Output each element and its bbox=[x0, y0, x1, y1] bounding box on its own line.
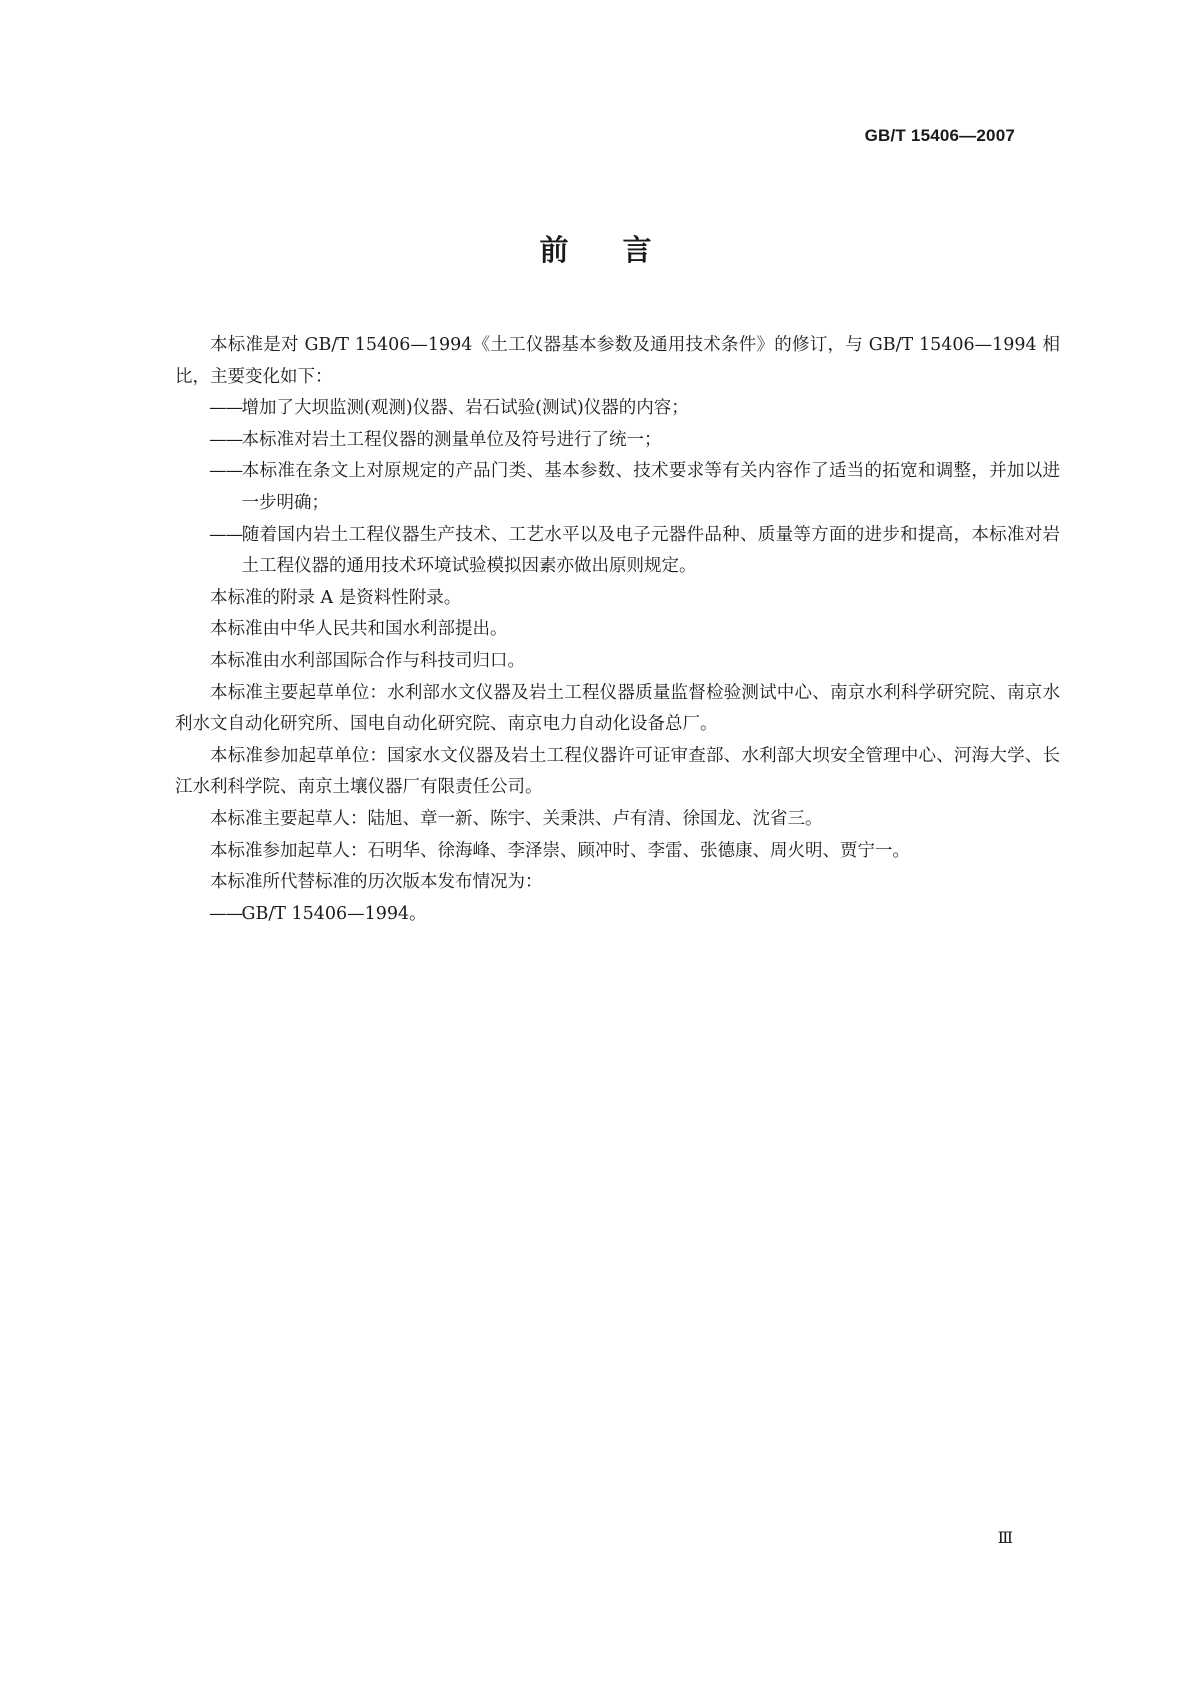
intro-paragraph: 本标准是对 GB/T 15406—1994《土工仪器基本参数及通用技术条件》的修订，与 GB/T 15406—1994 相比，主要变化如下： bbox=[175, 335, 1060, 387]
proposed-by: 本标准由中华人民共和国水利部提出。 bbox=[210, 619, 508, 640]
main-drafting-units: 本标准主要起草单位：水利部水文仪器及岩土工程仪器质量监督检验测试中心、南京水利科学研究院、南京水利水文自动化研究所、国电自动化研究院、南京电力自动化设备总厂。 bbox=[175, 682, 1060, 735]
main-drafters: 本标准主要起草人：陆旭、章一新、陈宇、关秉洪、卢有清、徐国龙、沈省三。 bbox=[210, 808, 823, 829]
change-text: 本标准在条文上对原规定的产品门类、基本参数、技术要求等有关内容作了适当的拓宽和调整，并加以进一步明确； bbox=[241, 461, 1060, 513]
standard-number: GB/T 15406—2007 bbox=[864, 126, 1015, 145]
history-intro: 本标准所代替标准的历次版本发布情况为： bbox=[210, 872, 543, 893]
history-item bbox=[175, 899, 1060, 931]
change-text: 随着国内岩土工程仪器生产技术、工艺水平以及电子元器件品种、质量等方面的进步和提高，本标准对岩土工程仪器的通用技术环境试验模拟因素亦做出原则规定。 bbox=[241, 524, 1060, 577]
dash-marker: —— bbox=[209, 524, 243, 545]
change-text: 增加了大坝监测(观测)仪器、岩石试验(测试)仪器的内容； bbox=[241, 398, 689, 419]
dash-marker: —— bbox=[209, 398, 243, 419]
appendix-note: 本标准的附录 A 是资料性附录。 bbox=[210, 587, 462, 608]
dash-marker: —— bbox=[209, 429, 243, 450]
change-item bbox=[175, 393, 1060, 425]
dash-marker: —— bbox=[209, 461, 243, 482]
page-number: Ⅲ bbox=[997, 1528, 1013, 1547]
participating-units: 本标准参加起草单位：国家水文仪器及岩土工程仪器许可证审查部、水利部大坝安全管理中心、河海大学、长江水利科学院、南京土壤仪器厂有限责任公司。 bbox=[175, 745, 1060, 798]
foreword-body bbox=[175, 330, 1060, 930]
change-item bbox=[175, 456, 1060, 519]
page-title: 前言 bbox=[539, 233, 706, 267]
change-item bbox=[175, 520, 1060, 583]
dash-marker: —— bbox=[209, 903, 243, 924]
participating-drafters: 本标准参加起草人：石明华、徐海峰、李泽崇、顾冲时、李雷、张德康、周火明、贾宁一。 bbox=[210, 840, 910, 861]
change-item bbox=[175, 425, 1060, 457]
history-text: GB/T 15406—1994。 bbox=[241, 903, 427, 924]
change-text: 本标准对岩土工程仪器的测量单位及符号进行了统一； bbox=[241, 429, 662, 450]
managed-by: 本标准由水利部国际合作与科技司归口。 bbox=[210, 650, 525, 671]
